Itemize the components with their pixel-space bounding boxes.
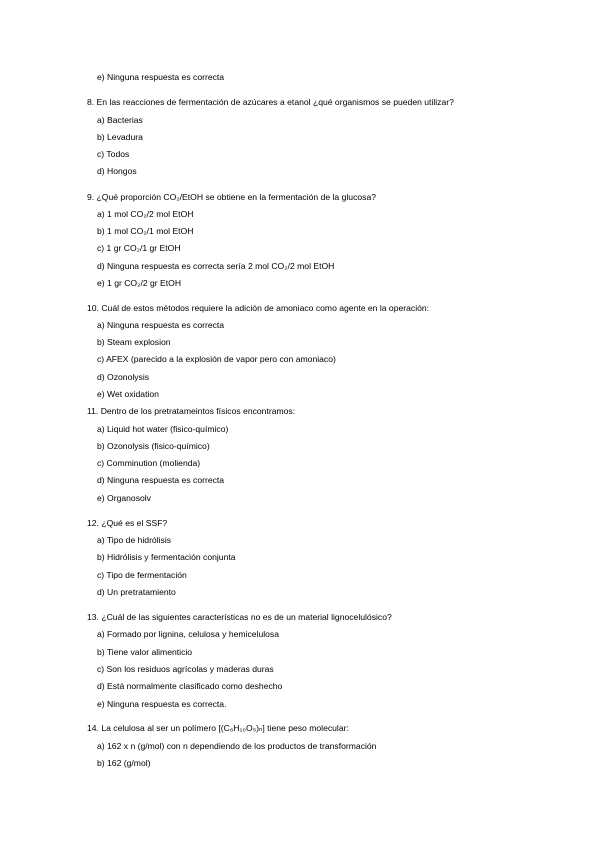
q11-option-d: d) Ninguna respuesta es correcta — [97, 475, 225, 485]
q10-option-b: b) Steam explosion — [97, 337, 171, 347]
question-14: 14. La celulosa al ser un polímero [(C₆H₁₀O₅)ₙ] tiene peso molecular: — [87, 723, 349, 733]
q10-option-e: e) Wet oxidation — [97, 389, 159, 399]
question-10: 10. Cuál de estos métodos requiere la adición de amoniaco como agente en la operación: — [87, 303, 430, 313]
q11-option-e: e) Organosolv — [97, 493, 151, 503]
q12-option-b: b) Hidrólisis y fermentación conjunta — [97, 552, 236, 562]
q13-option-c: c) Son los residuos agrícolas y maderas duras — [97, 664, 274, 674]
q10-option-d: d) Ozonolysis — [97, 372, 150, 382]
q10-option-c: c) AFEX (parecido a la explosión de vapor pero con amoniaco) — [97, 354, 336, 364]
q12-option-d: d) Un pretratamiento — [97, 587, 176, 597]
q13-option-d: d) Está normalmente clasificado como deshecho — [97, 681, 283, 691]
q11-option-c: c) Comminution (molienda) — [97, 458, 201, 468]
q11-option-a: a) Liquid hot water (fisico-químico) — [97, 424, 229, 434]
question-13: 13. ¿Cuál de las siguientes características no es de un material lignocelulósico? — [87, 612, 392, 622]
q9-option-d: d) Ninguna respuesta es correcta sería 2 mol CO₂/2 mol EtOH — [97, 261, 335, 271]
q9-option-a: a) 1 mol CO₂/2 mol EtOH — [97, 209, 194, 219]
question-12: 12. ¿Qué es el SSF? — [87, 518, 168, 528]
q9-option-b: b) 1 mol CO₂/1 mol EtOH — [97, 226, 194, 236]
question-9: 9. ¿Qué proporción CO₂/EtOH se obtiene en la fermentación de la glucosa? — [87, 192, 376, 202]
q9-option-c: c) 1 gr CO₂/1 gr EtOH — [97, 243, 181, 253]
question-8: 8. En las reacciones de fermentación de azúcares a etanol ¿qué organismos se pueden utilizar? — [87, 97, 454, 107]
q14-option-a: a) 162 x n (g/mol) con n dependiendo de los productos de transformación — [97, 741, 377, 751]
q14-option-b: b) 162 (g/mol) — [97, 758, 151, 768]
q13-option-e: e) Ninguna respuesta es correcta. — [97, 699, 227, 709]
q10-option-a: a) Ninguna respuesta es correcta — [97, 320, 225, 330]
q12-option-a: a) Tipo de hidrólisis — [97, 535, 172, 545]
previous-option-e: e) Ninguna respuesta es correcta — [97, 72, 225, 82]
q8-option-c: c) Todos — [97, 149, 130, 159]
q8-option-d: d) Hongos — [97, 166, 137, 176]
q8-option-b: b) Levadura — [97, 132, 143, 142]
q8-option-a: a) Bacterias — [97, 115, 143, 125]
q13-option-b: b) Tiene valor alimenticio — [97, 647, 193, 657]
question-11: 11. Dentro de los pretratameintos físicos encontramos: — [87, 406, 296, 416]
q12-option-c: c) Tipo de fermentación — [97, 570, 187, 580]
q11-option-b: b) Ozonolysis (fisico-químico) — [97, 441, 210, 451]
q13-option-a: a) Formado por lignina, celulosa y hemicelulosa — [97, 629, 279, 639]
q9-option-e: e) 1 gr CO₂/2 gr EtOH — [97, 278, 182, 288]
